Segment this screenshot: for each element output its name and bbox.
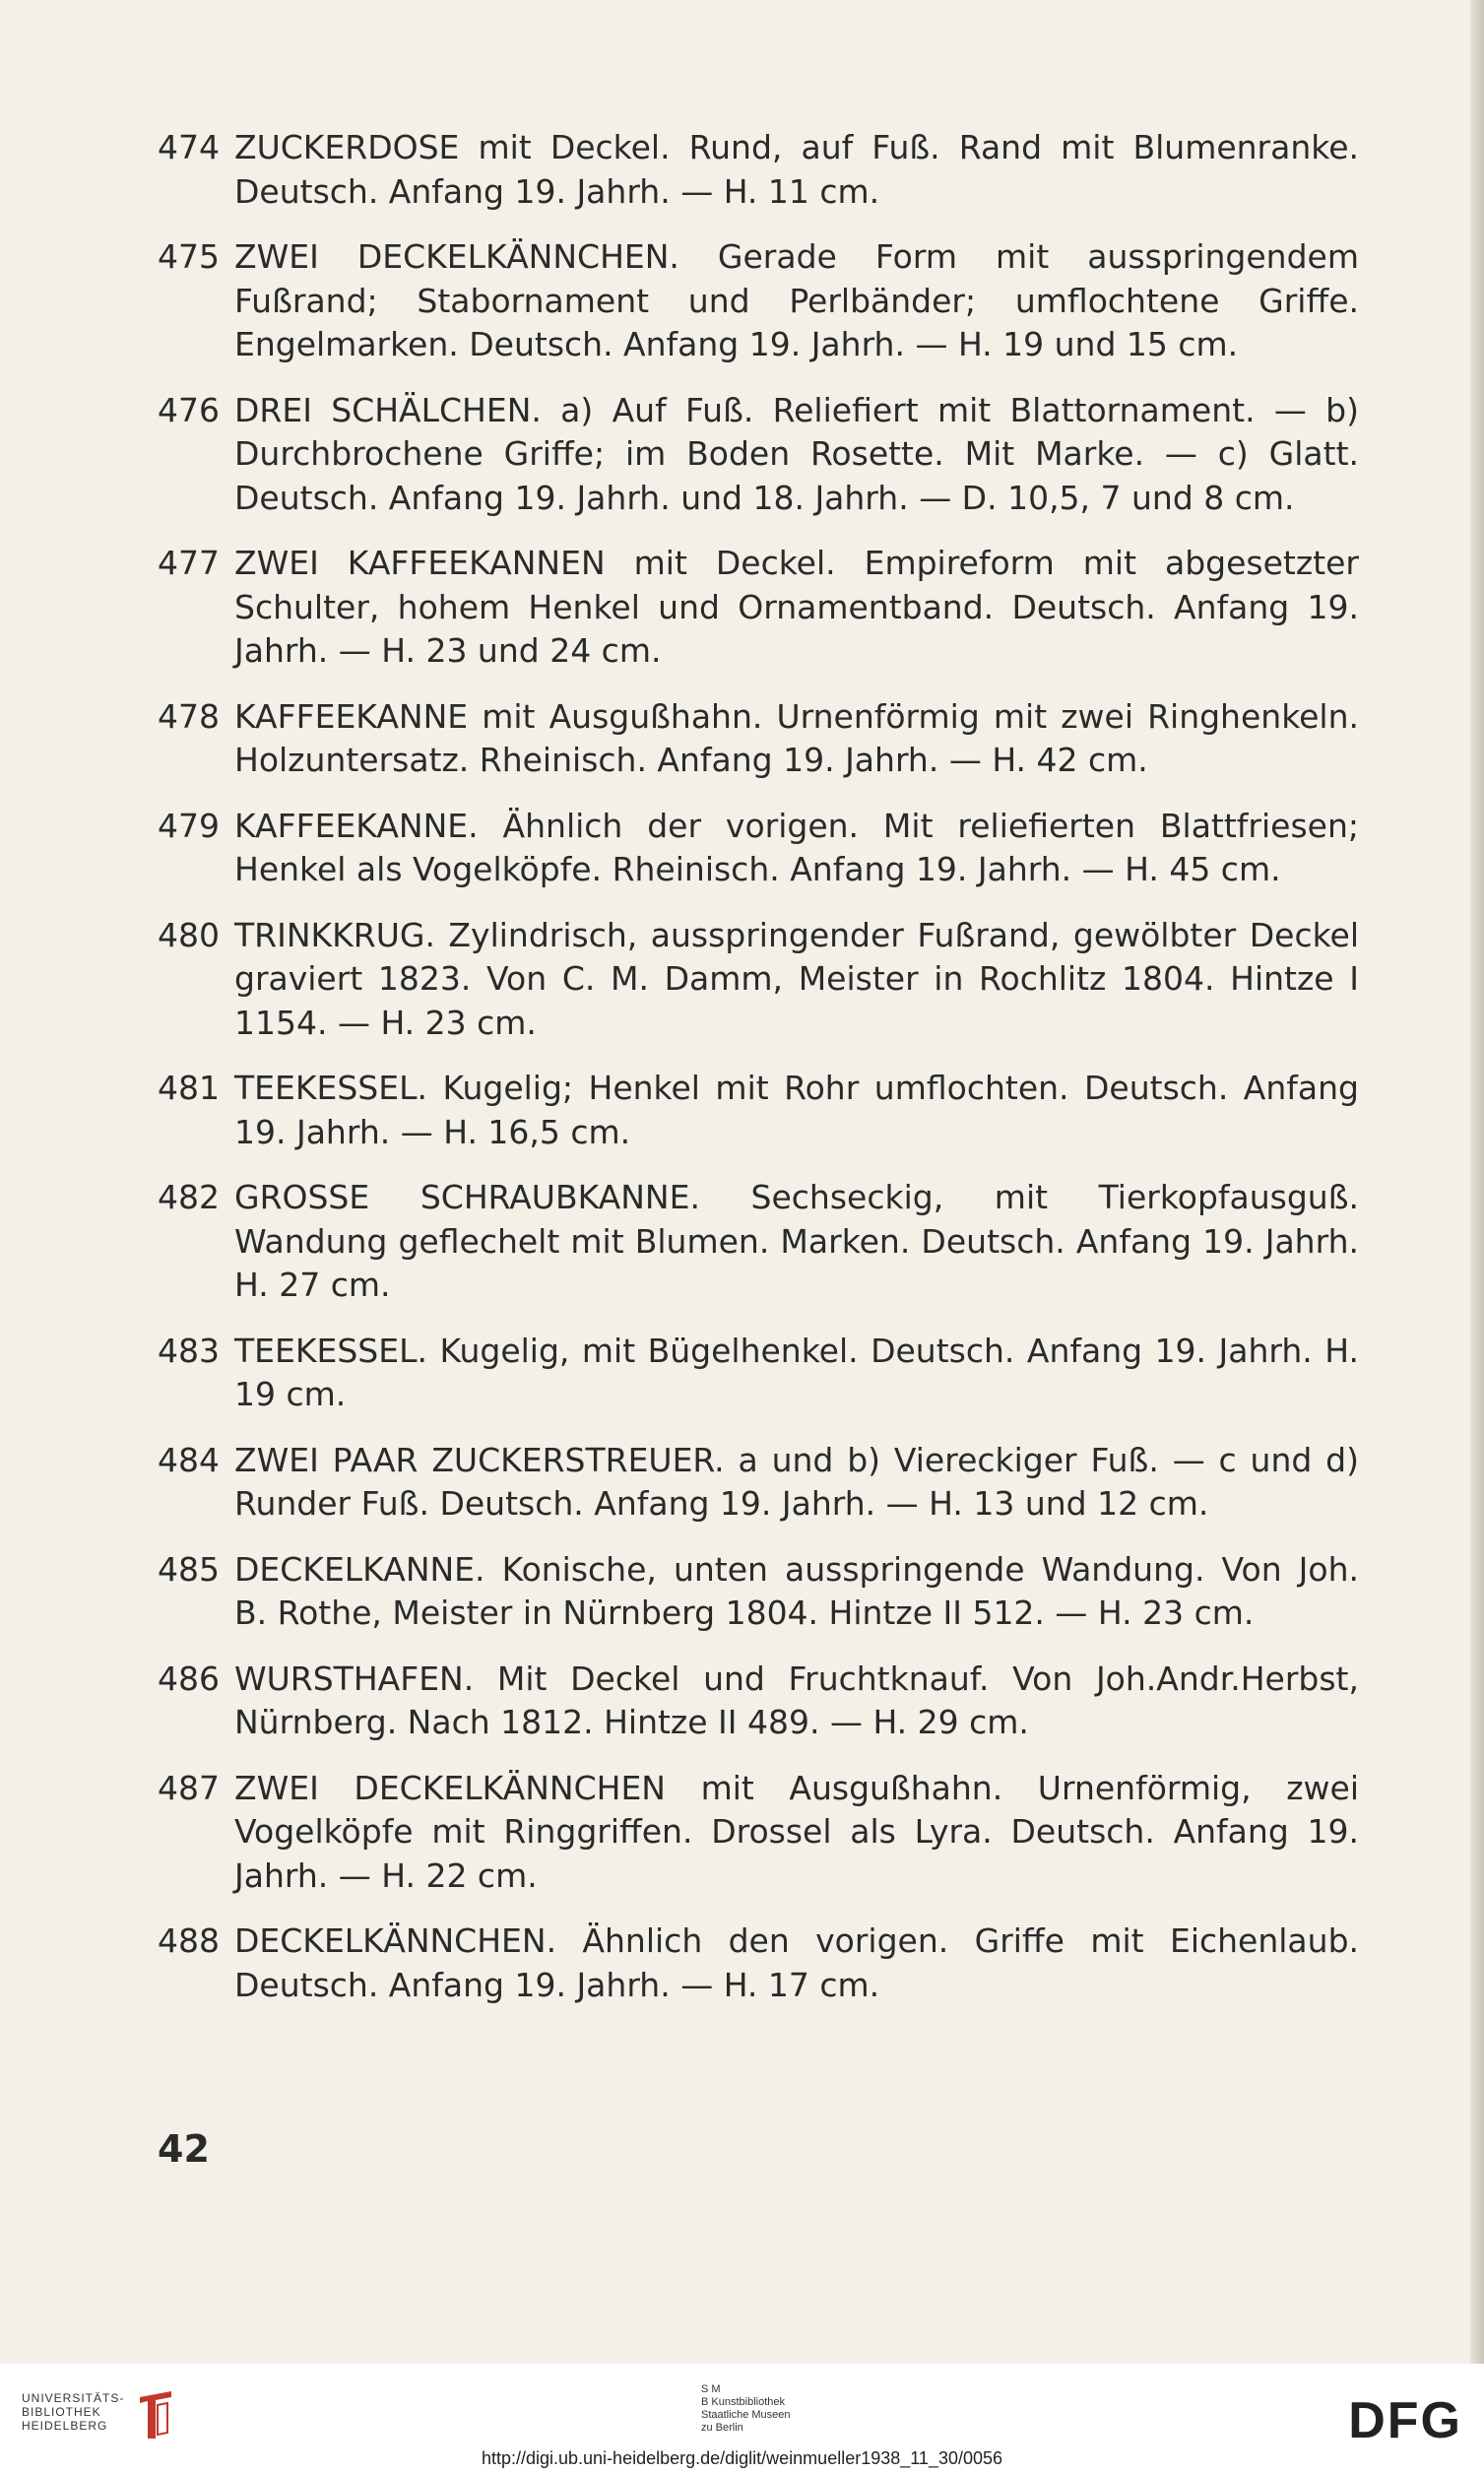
catalog-entry [158, 1439, 1359, 1527]
entry-number: 486 [158, 1659, 220, 1698]
ub-logo-line: HEIDELBERG [22, 2419, 108, 2433]
entry-text: ZWEI DECKELKÄNNCHEN mit Ausgußhahn. Urnenförmig, zwei Vogelköpfe mit Ringgriffen. Drossel als Lyra. Deutsch. Anfang 19. Jahrh. — H. 22 cm. [234, 1768, 1359, 1895]
entry-number: 479 [158, 806, 220, 845]
catalog-entry [158, 126, 1359, 214]
catalog-entry [158, 914, 1359, 1046]
catalog-entry [158, 695, 1359, 783]
page-number: 42 [158, 2127, 210, 2171]
kb-logo-line: S M [701, 2383, 721, 2395]
entry-text: TEEKESSEL. Kugelig; Henkel mit Rohr umflochten. Deutsch. Anfang 19. Jahrh. — H. 16,5 cm. [234, 1069, 1359, 1151]
entry-text: DREI SCHÄLCHEN. a) Auf Fuß. Reliefiert mit Blattornament. — b) Durchbrochene Griffe; im Boden Rosette. Mit Marke. — c) Glatt. Deutsch. Anfang 19. Jahrh. und 18. Jahrh. — D. 10,5, 7 und 8 cm. [234, 390, 1359, 517]
entry-text: KAFFEEKANNE. Ähnlich der vorigen. Mit reliefierten Blattfriesen; Henkel als Vogelköpfe. Rheinisch. Anfang 19. Jahrh. — H. 45 cm. [234, 806, 1359, 888]
entry-text: DECKELKÄNNCHEN. Ähnlich den vorigen. Griffe mit Eichenlaub. Deutsch. Anfang 19. Jahrh. — H. 17 cm. [234, 1921, 1359, 2004]
entry-number: 476 [158, 390, 220, 429]
entry-text: DECKELKANNE. Konische, unten ausspringende Wandung. Von Joh. B. Rothe, Meister in Nürnberg 1804. Hintze II 512. — H. 23 cm. [234, 1549, 1359, 1632]
entry-number: 483 [158, 1331, 220, 1370]
catalog-entry [158, 1658, 1359, 1745]
catalog-entry [158, 1176, 1359, 1308]
entry-text: ZWEI PAAR ZUCKERSTREUER. a und b) Viereckiger Fuß. — c und d) Runder Fuß. Deutsch. Anfang 19. Jahrh. — H. 13 und 12 cm. [234, 1440, 1359, 1523]
entry-number: 481 [158, 1069, 220, 1107]
entry-number: 487 [158, 1768, 220, 1807]
entry-text: TEEKESSEL. Kugelig, mit Bügelhenkel. Deutsch. Anfang 19. Jahrh. H. 19 cm. [234, 1331, 1359, 1413]
catalog-entry [158, 1767, 1359, 1899]
catalog-entry [158, 235, 1359, 367]
entry-text: ZWEI KAFFEEKANNEN mit Deckel. Empireform mit abgesetzter Schulter, hohem Henkel und Ornamentband. Deutsch. Anfang 19. Jahrh. — H. 23 und 24 cm. [234, 544, 1359, 670]
catalog-entry [158, 1548, 1359, 1636]
entry-number: 485 [158, 1549, 220, 1589]
ub-logo-line: BIBLIOTHEK [22, 2405, 101, 2419]
kb-logo-line: zu Berlin [701, 2422, 743, 2434]
entry-text: TRINKKRUG. Zylindrisch, ausspringender Fußrand, gewölbter Deckel graviert 1823. Von C. M. Damm, Meister in Rochlitz 1804. Hintze I 1154. — H. 23 cm. [234, 915, 1359, 1042]
catalog-entries [158, 126, 1359, 2029]
ub-logo-line: UNIVERSITÄTS- [22, 2391, 125, 2405]
catalog-entry [158, 1330, 1359, 1417]
kb-logo-line: Staatliche Museen [701, 2409, 791, 2421]
catalog-entry [158, 542, 1359, 674]
ub-heidelberg-logo[interactable] [22, 2391, 124, 2433]
catalog-entry [158, 1920, 1359, 2007]
dfg-logo[interactable]: DFG [1348, 2392, 1462, 2449]
entry-text: ZUCKERDOSE mit Deckel. Rund, auf Fuß. Rand mit Blumenranke. Deutsch. Anfang 19. Jahrh. — H. 11 cm. [234, 128, 1359, 211]
catalog-entry [158, 805, 1359, 892]
entry-text: GROSSE SCHRAUBKANNE. Sechseckig, mit Tierkopfausguß. Wandung geflechelt mit Blumen. Marken. Deutsch. Anfang 19. Jahrh. H. 27 cm. [234, 1178, 1359, 1304]
entry-number: 484 [158, 1440, 220, 1479]
entry-text: ZWEI DECKELKÄNNCHEN. Gerade Form mit ausspringendem Fußrand; Stabornament und Perlbänder; umflochtene Griffe. Engelmarken. Deutsch. Anfang 19. Jahrh. — H. 19 und 15 cm. [234, 237, 1359, 363]
entry-number: 488 [158, 1921, 220, 1960]
ub-logo-mark-icon [136, 2387, 175, 2442]
entry-number: 478 [158, 696, 220, 736]
entry-number: 480 [158, 915, 220, 954]
entry-text: KAFFEEKANNE mit Ausgußhahn. Urnenförmig mit zwei Ringhenkeln. Holzuntersatz. Rheinisch. Anfang 19. Jahrh. — H. 42 cm. [234, 696, 1359, 779]
entry-text: WURSTHAFEN. Mit Deckel und Fruchtknauf. Von Joh.Andr.Herbst, Nürnberg. Nach 1812. Hintze II 489. — H. 29 cm. [234, 1659, 1359, 1741]
catalog-entry [158, 389, 1359, 521]
entry-number: 475 [158, 237, 220, 276]
page-edge [1470, 0, 1484, 2364]
kb-logo-line: B Kunstbibliothek [701, 2396, 785, 2408]
entry-number: 477 [158, 544, 220, 582]
entry-number: 474 [158, 128, 220, 166]
kunstbibliothek-logo[interactable] [701, 2383, 791, 2435]
catalog-entry [158, 1067, 1359, 1154]
source-url-link[interactable]: http://digi.ub.uni-heidelberg.de/diglit/weinmueller1938_11_30/0056 [481, 2448, 1003, 2468]
entry-number: 482 [158, 1178, 220, 1216]
